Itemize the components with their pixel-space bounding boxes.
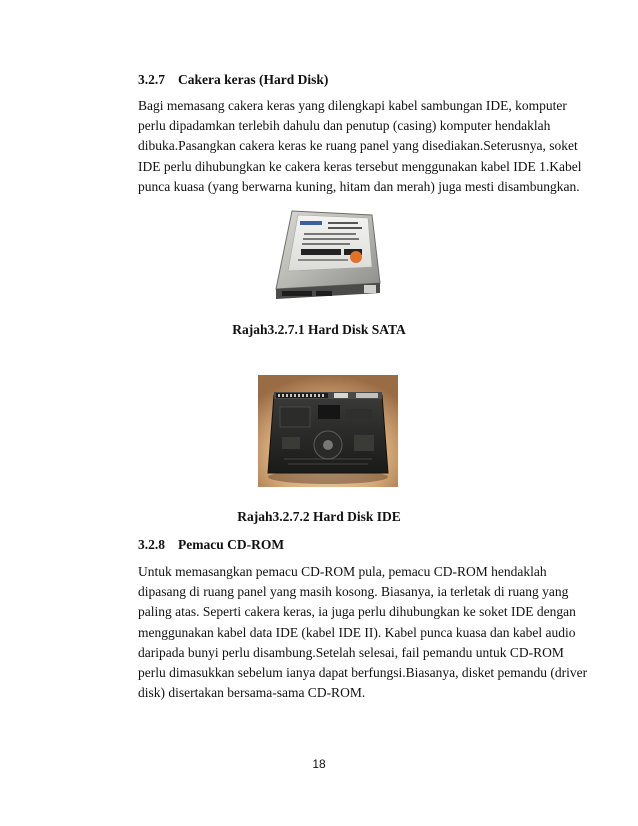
paragraph-line: dipasang di ruang panel yang masih kosong. Biasanya, ia terletak di ruang yang — [138, 584, 569, 600]
figure-caption-sata: Rajah3.2.7.1 Hard Disk SATA — [232, 322, 406, 337]
paragraph-line: disk) disertakan bersama-sama CD-ROM. — [138, 685, 366, 701]
paragraph-line: Bagi memasang cakera keras yang dilengkapi kabel sambungan IDE, komputer — [138, 98, 567, 113]
paragraph-line: perlu dipadamkan terlebih dahulu dan penutup (casing) komputer hendaklah — [138, 118, 551, 134]
section-paragraph-3-2-8 — [138, 562, 588, 703]
ide-hard-disk-photo — [258, 375, 398, 487]
section-title: Pemacu CD-ROM — [178, 537, 285, 552]
section-title: Cakera keras (Hard Disk) — [178, 72, 329, 87]
paragraph-line: perlu dimasukkan sebelum ianya dapat berfungsi.Biasanya, disket pemandu (driver — [138, 665, 588, 681]
paragraph-line: Untuk memasangkan pemacu CD-ROM pula, pemacu CD-ROM hendaklah — [138, 564, 547, 579]
section-number: 3.2.8 — [138, 537, 165, 552]
section-number: 3.2.7 — [138, 72, 165, 87]
paragraph-line: dibuka.Pasangkan cakera keras ke ruang panel yang disediakan.Seterusnya, soket — [138, 138, 578, 154]
page-number: 18 — [312, 757, 326, 771]
section-heading-3-2-8 — [138, 537, 284, 553]
sata-hard-disk-image — [268, 205, 388, 303]
section-paragraph-3-2-7 — [138, 96, 582, 197]
paragraph-line: punca kuasa (yang berwarna kuning, hitam dan merah) juga mesti disambungkan. — [138, 178, 580, 194]
paragraph-line: menggunakan kabel data IDE (kabel IDE II). Kabel punca kuasa dan kabel audio — [138, 624, 576, 640]
paragraph-line: paling atas. Seperti cakera keras, ia juga perlu dihubungkan ke soket IDE dengan — [138, 604, 576, 620]
figure-caption-ide: Rajah3.2.7.2 Hard Disk IDE — [237, 509, 401, 524]
section-heading-3-2-7 — [138, 72, 328, 88]
paragraph-line: daripada bunyi perlu disambung.Setelah selesai, fail pemandu untuk CD-ROM — [138, 644, 564, 660]
sata-hard-disk-photo — [268, 205, 388, 303]
paragraph-line: IDE perlu dihubungkan ke cakera keras tersebut menggunakan kabel IDE 1.Kabel — [138, 158, 582, 174]
ide-hard-disk-image — [258, 375, 398, 487]
